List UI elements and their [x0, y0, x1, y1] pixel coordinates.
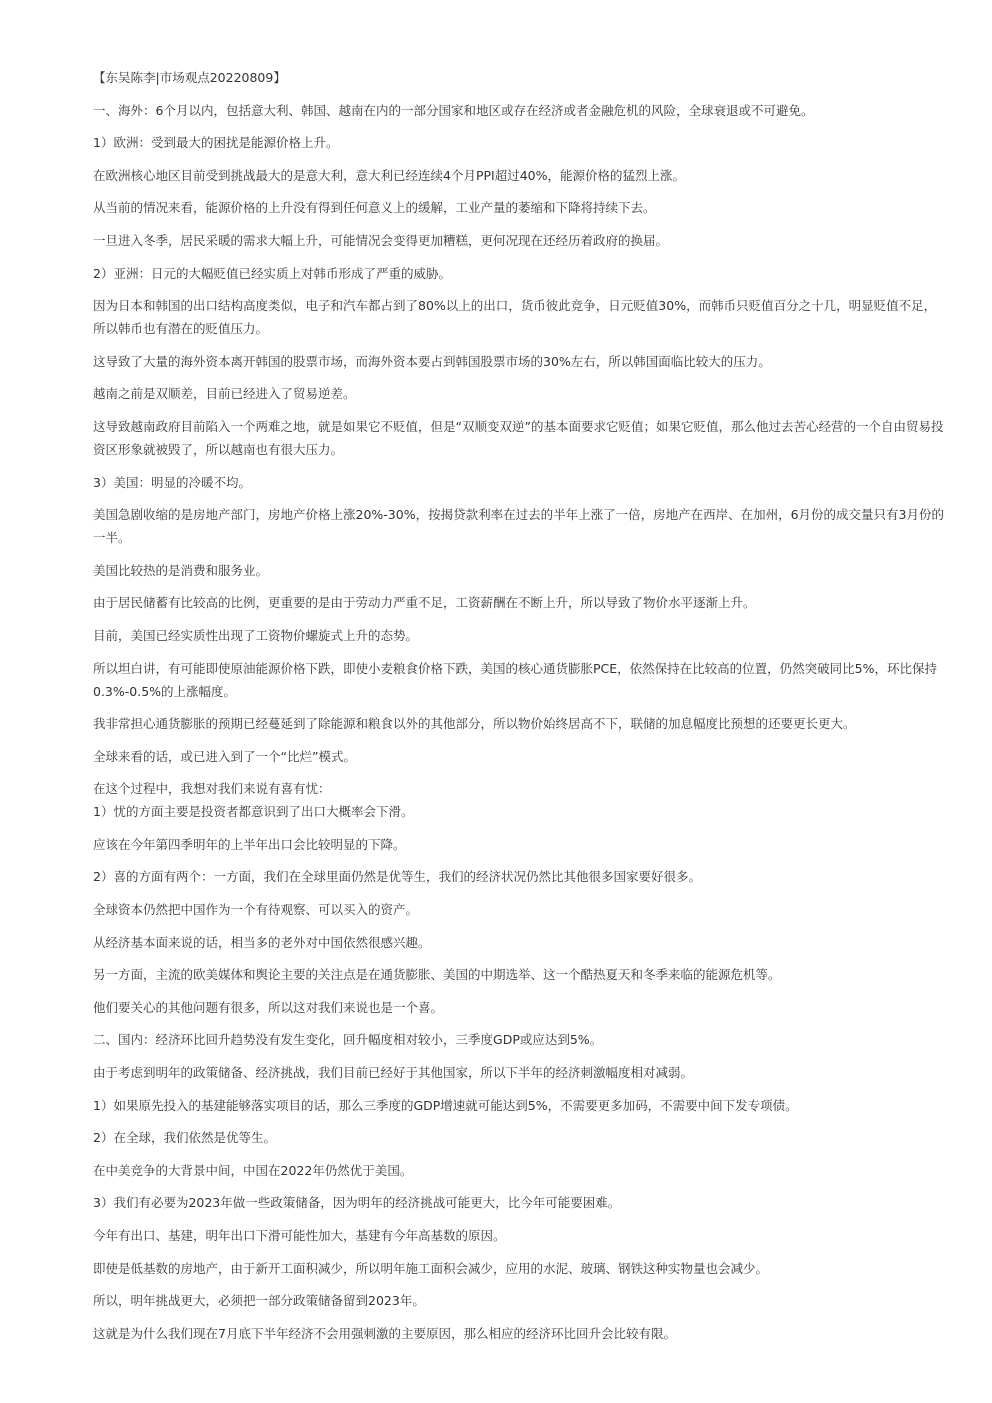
paragraph: 越南之前是双顺差，目前已经进入了贸易逆差。	[93, 386, 356, 402]
paragraph: 应该在今年第四季明年的上半年出口会比较明显的下降。	[93, 836, 406, 852]
section-heading-domestic: 二、国内：经济环比回升趋势没有发生变化，回升幅度相对较小，三季度GDP或应达到5%。	[93, 1032, 603, 1048]
paragraph: 3）我们有必要为2023年做一些政策储备，因为明年的经济挑战可能更大，比今年可能要困难。	[93, 1195, 621, 1211]
paragraph: 1）如果原先投入的基建能够落实项目的话，那么三季度的GDP增速就可能达到5%，不需要更多加码，不需要中间下发专项债。	[93, 1097, 798, 1113]
paragraph: 所以，明年挑战更大，必须把一部分政策储备留到2023年。	[93, 1293, 425, 1309]
paragraph: 他们要关心的其他问题有很多，所以这对我们来说也是一个喜。	[93, 999, 444, 1015]
subheading-asia: 2）亚洲：日元的大幅贬值已经实质上对韩币形成了严重的威胁。	[93, 265, 451, 281]
paragraph: 1）忧的方面主要是投资者都意识到了出口大概率会下滑。	[93, 804, 414, 820]
paragraph: 在这个过程中，我想对我们来说有喜有忧：	[93, 781, 331, 797]
paragraph: 由于考虑到明年的政策储备、经济挑战，我们目前已经好于其他国家，所以下半年的经济刺激幅度相对减弱。	[93, 1065, 694, 1081]
subheading-usa: 3）美国：明显的冷暖不均。	[93, 474, 251, 490]
section-heading-overseas: 一、海外：6个月以内，包括意大利、韩国、越南在内的一部分国家和地区或存在经济或者金融危机的风险，全球衰退或不可避免。	[93, 102, 814, 118]
paragraph: 美国比较热的是消费和服务业。	[93, 562, 269, 578]
paragraph: 另一方面，主流的欧美媒体和舆论主要的关注点是在通货膨胀、美国的中期选举、这一个酷热夏天和冬季来临的能源危机等。	[93, 967, 781, 983]
paragraph: 我非常担心通货膨胀的预期已经蔓延到了除能源和粮食以外的其他部分，所以物价始终居高不下，联储的加息幅度比预想的还要更长更大。	[93, 716, 856, 732]
paragraph: 所以坦白讲，有可能即使原油能源价格下跌，即使小麦粮食价格下跌，美国的核心通货膨胀PCE，依然保持在比较高的位置，仍然突破同比5%，环比保持0.3%-0.5%的上涨幅度。	[93, 660, 937, 699]
paragraph: 全球资本仍然把中国作为一个有待观察、可以买入的资产。	[93, 902, 419, 918]
paragraph: 2）在全球，我们依然是优等生。	[93, 1130, 276, 1146]
paragraph: 美国急剧收缩的是房地产部门，房地产价格上涨20%-30%，按揭贷款利率在过去的半年上涨了一倍，房地产在西岸、在加州，6月份的成交量只有3月份的一半。	[93, 507, 944, 546]
paragraph: 即使是低基数的房地产，由于新开工面积减少，所以明年施工面积会减少，应用的水泥、玻璃、钢铁这种实物量也会减少。	[93, 1260, 769, 1276]
paragraph: 在中美竞争的大背景中间，中国在2022年仍然优于美国。	[93, 1162, 413, 1178]
paragraph: 2）喜的方面有两个：一方面，我们在全球里面仍然是优等生，我们的经济状况仍然比其他很多国家要好很多。	[93, 869, 701, 885]
paragraph: 由于居民储蓄有比较高的比例，更重要的是由于劳动力严重不足，工资薪酬在不断上升，所以导致了物价水平逐渐上升。	[93, 595, 756, 611]
paragraph: 全球来看的话，或已进入到了一个“比烂”模式。	[93, 748, 356, 764]
paragraph: 今年有出口、基建，明年出口下滑可能性加大，基建有今年高基数的原因。	[93, 1228, 506, 1243]
paragraph: 因为日本和韩国的出口结构高度类似，电子和汽车都占到了80%以上的出口，货币彼此竞争，日元贬值30%，而韩币只贬值百分之十几，明显贬值不足，所以韩币也有潜在的贬值压力。	[93, 298, 937, 337]
paragraph: 从当前的情况来看，能源价格的上升没有得到任何意义上的缓解，工业产量的萎缩和下降将持续下去。	[93, 200, 656, 216]
paragraph: 目前，美国已经实质性出现了工资物价螺旋式上升的态势。	[93, 627, 419, 643]
paragraph: 从经济基本面来说的话，相当多的老外对中国依然很感兴趣。	[93, 934, 431, 950]
paragraph: 这就是为什么我们现在7月底下半年经济不会用强刺激的主要原因，那么相应的经济环比回升会比较有限。	[93, 1325, 676, 1341]
paragraph: 一旦进入冬季，居民采暖的需求大幅上升，可能情况会变得更加糟糕，更何况现在还经历着政府的换届。	[93, 232, 669, 248]
document-body	[93, 66, 945, 1345]
paragraph: 这导致了大量的海外资本离开韩国的股票市场，而海外资本要占到韩国股票市场的30%左右，所以韩国面临比较大的压力。	[93, 353, 771, 369]
subheading-europe: 1）欧洲：受到最大的困扰是能源价格上升。	[93, 135, 339, 151]
paragraph: 这导致越南政府目前陷入一个两难之地，就是如果它不贬值，但是“双顺变双逆”的基本面要求它贬值；如果它贬值，那么他过去苦心经营的一个自由贸易投资区形象就被毁了，所以越南也有很大压力。	[93, 418, 944, 457]
document-title: 【东吴陈李|市场观点20220809】	[93, 70, 286, 85]
paragraph: 在欧洲核心地区目前受到挑战最大的是意大利，意大利已经连续4个月PPI超过40%，能源价格的猛烈上涨。	[93, 167, 686, 183]
